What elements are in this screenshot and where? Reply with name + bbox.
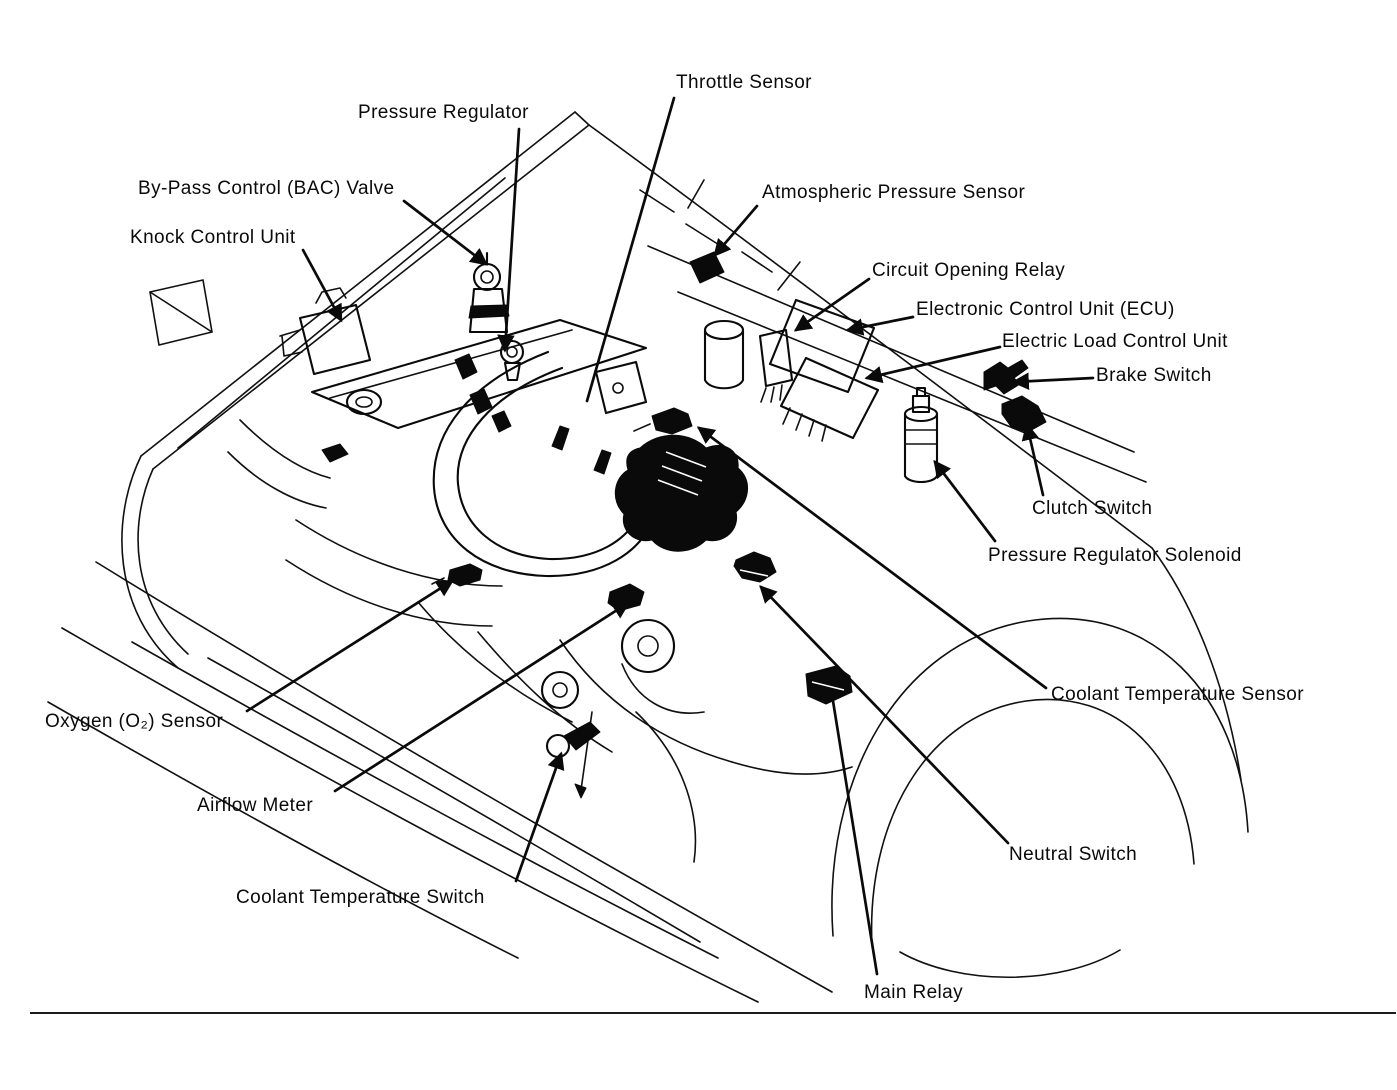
leader-brake-switch [1014, 378, 1093, 382]
label-pressure-regulator-solenoid: Pressure Regulator Solenoid [988, 545, 1242, 566]
label-coolant-temperature-switch: Coolant Temperature Switch [236, 887, 485, 908]
ecu-part [770, 300, 874, 392]
label-circuit-opening-relay: Circuit Opening Relay [872, 260, 1066, 281]
label-clutch-switch: Clutch Switch [1032, 498, 1153, 519]
firewall-components [760, 300, 1046, 482]
label-pressure-regulator: Pressure Regulator [358, 102, 529, 123]
leader-electronic-control-unit [848, 317, 913, 330]
leader-bypass-control-valve [404, 201, 486, 264]
oil-cap [347, 390, 381, 414]
oxygen-sensor-part [448, 564, 482, 586]
label-main-relay: Main Relay [864, 982, 964, 1003]
electric-load-control-unit-part [781, 358, 878, 438]
main-relay-part [806, 666, 852, 704]
label-coolant-temperature-sensor: Coolant Temperature Sensor [1051, 684, 1304, 705]
circuit-opening-relay-part [760, 330, 792, 386]
label-atmospheric-pressure-sensor: Atmospheric Pressure Sensor [762, 182, 1026, 203]
leader-coolant-temperature-switch [516, 754, 561, 881]
label-throttle-sensor: Throttle Sensor [676, 72, 812, 93]
label-brake-switch: Brake Switch [1096, 365, 1212, 386]
neutral-switch-part [734, 552, 776, 582]
leader-electric-load-control-unit [867, 347, 1000, 378]
label-neutral-switch: Neutral Switch [1009, 844, 1138, 865]
label-electric-load-control-unit: Electric Load Control Unit [1002, 331, 1228, 352]
atmospheric-pressure-sensor-part [690, 252, 724, 283]
leader-knock-control-unit [303, 250, 341, 320]
coolant-temperature-sensor-part [652, 408, 692, 434]
bac-valve-part [469, 253, 509, 332]
leader-pressure-regulator-solenoid [935, 462, 995, 541]
throttle-body [596, 362, 646, 413]
label-bypass-control-valve: By-Pass Control (BAC) Valve [138, 178, 395, 199]
label-airflow-meter: Airflow Meter [197, 795, 314, 816]
leader-neutral-switch [761, 587, 1008, 843]
airflow-meter-part [608, 584, 644, 611]
leader-atmospheric-pressure-sensor [715, 206, 757, 255]
label-electronic-control-unit: Electronic Control Unit (ECU) [916, 299, 1175, 320]
leader-oxygen-sensor [247, 581, 452, 711]
label-oxygen-sensor: Oxygen (O₂) Sensor [45, 711, 224, 732]
brake-switch-part [984, 360, 1028, 394]
leader-throttle-sensor [587, 98, 674, 401]
label-knock-control-unit: Knock Control Unit [130, 227, 296, 248]
pressure-regulator-solenoid-part [905, 388, 937, 482]
leader-clutch-switch [1027, 425, 1043, 495]
